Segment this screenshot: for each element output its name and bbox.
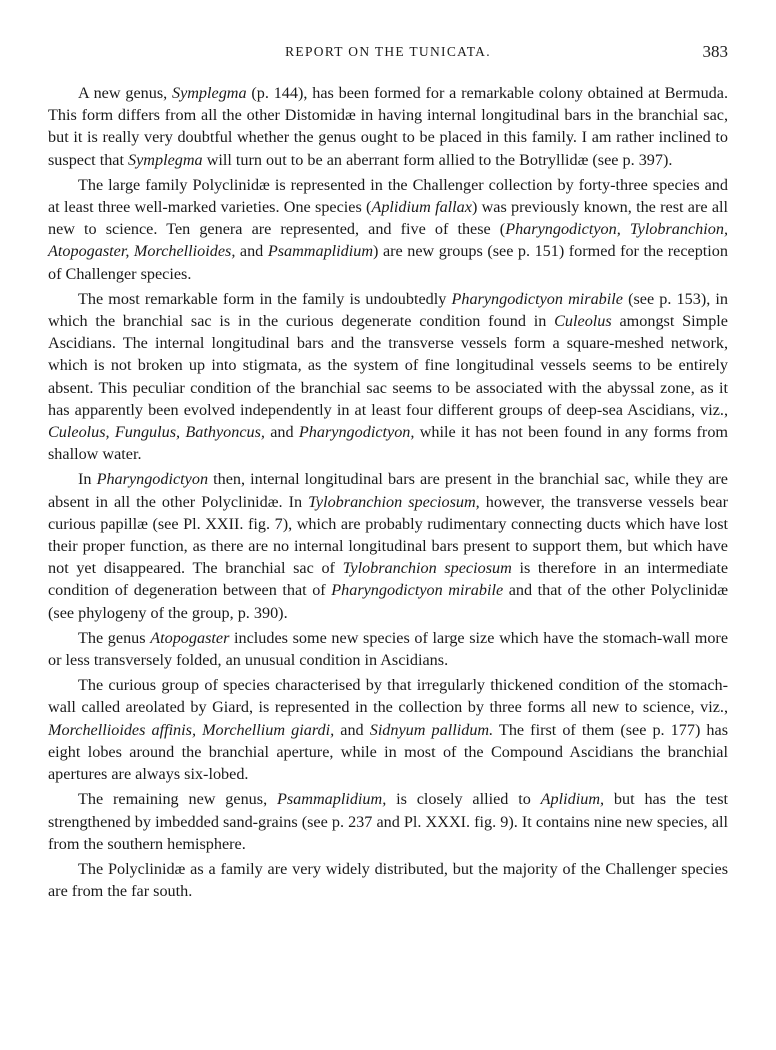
text-run: will turn out to be an aberrant form allied to the Botryllidæ (see p. 397). [202,150,673,169]
text-run: and that of the other Polyclinidæ (see phylogeny of the group, p. 390). [48,581,729,622]
italic-taxon-name: Aplidium fallax [371,198,472,217]
italic-taxon-name: Tylobranchion speciosum, [308,492,480,511]
text-run: then, internal longitudinal bars are present in the branchial sac, while they are absent in all the other Polyclinidæ. In [48,470,728,511]
text-run: The Polyclinidæ as a family are very widely distributed, but the majority of the Challenger species are from the far south. [48,859,728,901]
italic-taxon-name: Pharyngodictyon, [298,423,415,442]
running-title: REPORT ON THE TUNICATA. [285,44,491,59]
text-run: The curious group of species characterised by that irregularly thickened condition of the stomach-wall called areolated by Giard, is represented in the collection by three forms all new to science, viz., [48,676,728,717]
italic-taxon-name: Sidnyum pallidum. [369,720,494,739]
page-header [48,44,728,68]
text-run: (p. 144), has been formed for a remarkable colony obtained at Bermuda. This form differs from all the other Distomidæ in having internal longitudinal bars in the branchial sac, but it is really very doubtful whether the genus ought to be placed in this family. I am rather inclined to suspect that [48,84,728,169]
text-run: ) was previously known, the rest are all new to science. Ten genera are represented, and five of these ( [48,198,728,239]
text-run: In [78,470,97,489]
text-run: The large family Polyclinidæ is represented in the Challenger collection by forty-three species and at least three well-marked varieties. One species ( [48,175,728,217]
text-run: but has the test strengthened by imbedded sand-grains (see p. 237 and Pl. XXXI. fig. 9). It contains nine new species, all from the southern hemisphere. [48,790,728,853]
text-run: and [264,423,299,442]
italic-taxon-name: Aplidium, [540,790,605,809]
paragraph-6 [48,674,728,785]
text-run: includes some new species of large size which have the stomach-wall more or less transversely folded, an unusual condition in Ascidians. [48,628,728,670]
italic-taxon-name: Symplegma [171,84,247,102]
paragraph-5 [48,627,728,671]
italic-taxon-name: Culeolus [554,312,612,331]
italic-taxon-name: Morchellioides affinis, Morchellium giardi, [48,720,335,739]
paragraph-1 [48,82,728,171]
text-run: (see p. 153), in which the branchial sac is in the curious degenerate condition found in [48,289,728,331]
text-run: however, the transverse vessels bear curious papillæ (see Pl. XXII. fig. 7), which are probably rudimentary connecting ducts which have lost their proper function, as there are no internal longitudinal bars present to support them, but which have not yet disappeared. The branchial sac of [48,492,728,578]
text-run: The remaining new genus, [78,790,277,809]
text-run: The most remarkable form in the family is undoubtedly [78,289,452,308]
italic-taxon-name: Pharyngodictyon, Tylobranchion, Atopogaster, Morchellioides, [48,220,728,261]
italic-taxon-name: Symplegma [128,150,203,169]
paragraph-7 [48,788,728,855]
text-run: amongst Simple Ascidians. The internal longitudinal bars and the transverse vessels form a square-meshed network, which is not broken up into stigmata, as the system of fine longitudinal vessels seems to be entirely absent. This peculiar condition of the branchial sac seems to be associated with the abyssal zone, as it has apparently been evolved independently in at least four different groups of deep-sea Ascidians, viz., [48,312,728,419]
text-run: and [334,720,370,739]
text-run: The genus [78,628,151,647]
paragraph-3 [48,288,728,466]
page-number: 383 [702,42,728,61]
text-run: is closely allied to [386,790,541,809]
text-run: is therefore in an intermediate condition of degeneration between that of [48,559,728,600]
italic-taxon-name: Pharyngodictyon mirabile [331,581,504,600]
text-run: A new genus, [78,84,172,102]
italic-taxon-name: Psammaplidium [267,242,374,261]
text-run: ) are new groups (see p. 151) formed for the reception of Challenger species. [48,242,728,283]
body-text [48,82,728,905]
text-run: and [235,242,268,261]
paragraph-2 [48,174,728,285]
paragraph-8 [48,858,728,902]
text-run: while it has not been found in any forms from shallow water. [48,423,729,464]
text-run: The first of them (see p. 177) has eight lobes around the branchial aperture, while in most of the Compound Ascidians the branchial apertures are always six-lobed. [48,720,728,784]
italic-taxon-name: Pharyngodictyon mirabile [451,289,623,308]
italic-taxon-name: Pharyngodictyon [96,470,209,489]
italic-taxon-name: Psammaplidium, [276,790,387,809]
italic-taxon-name: Culeolus, Fungulus, Bathyoncus, [48,423,265,442]
italic-taxon-name: Tylobranchion speciosum [342,559,512,578]
italic-taxon-name: Atopogaster [150,628,230,647]
paragraph-4 [48,468,728,623]
